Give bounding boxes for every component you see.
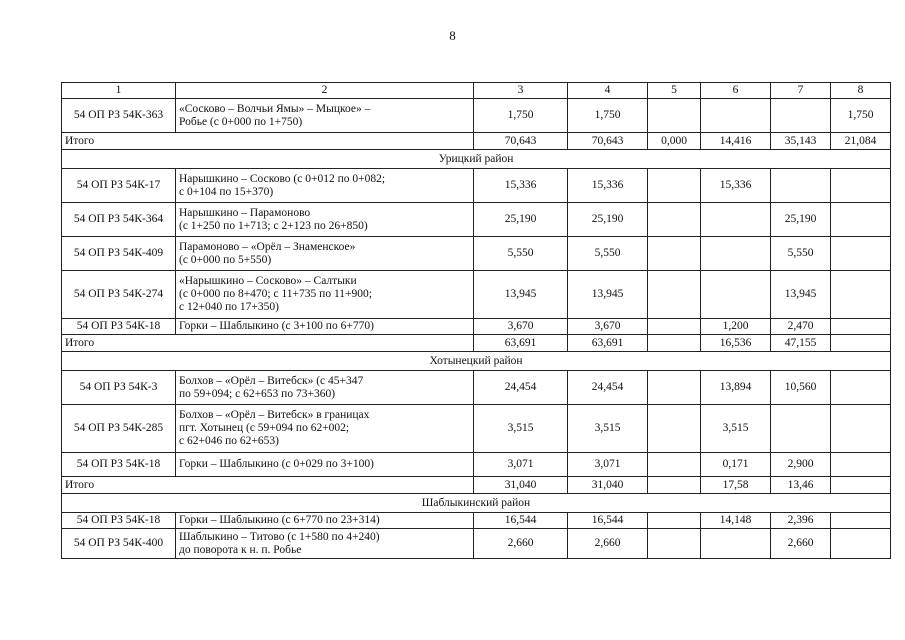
road-code-cell: 54 ОП РЗ 54К-285 [62,405,176,453]
road-name-cell: Горки – Шаблыкино (с 3+100 по 6+770) [176,319,474,335]
road-code-cell: 54 ОП РЗ 54К-274 [62,271,176,319]
value-cell-c6: 3,515 [701,405,771,453]
table-row [62,237,891,271]
road-code-cell: 54 ОП РЗ 54К-400 [62,529,176,559]
value-cell-c4: 24,454 [568,371,648,405]
road-code-cell: 54 ОП РЗ 54К-18 [62,453,176,477]
total-cell-c6: 16,536 [701,335,771,352]
total-label: Итого [62,477,474,494]
value-cell-c7: 13,945 [771,271,831,319]
value-cell-c3: 15,336 [474,169,568,203]
value-cell-c4: 5,550 [568,237,648,271]
section-row [62,150,891,169]
value-cell-c6: 14,148 [701,513,771,529]
value-cell-c3: 1,750 [474,99,568,133]
header-cell-7: 7 [771,83,831,99]
page-number: 8 [449,28,456,43]
value-cell-c6: 1,200 [701,319,771,335]
value-cell-c8 [831,237,891,271]
road-name-cell: Болхов – «Орёл – Витебск» (с 45+347 по 59+094; с 62+653 по 73+360) [176,371,474,405]
value-cell-c7: 25,190 [771,203,831,237]
road-name-cell: Нарышкино – Парамоново (с 1+250 по 1+713; с 2+123 по 26+850) [176,203,474,237]
value-cell-c7: 2,470 [771,319,831,335]
total-row [62,477,891,494]
value-cell-c6: 15,336 [701,169,771,203]
value-cell-c8 [831,271,891,319]
value-cell-c4: 3,515 [568,405,648,453]
table-row [62,271,891,319]
total-row [62,335,891,352]
total-cell-c4: 70,643 [568,133,648,150]
total-cell-c6: 14,416 [701,133,771,150]
value-cell-c6: 13,894 [701,371,771,405]
value-cell-c3: 3,670 [474,319,568,335]
value-cell-c4: 1,750 [568,99,648,133]
value-cell-c4: 15,336 [568,169,648,203]
value-cell-c4: 3,071 [568,453,648,477]
value-cell-c8 [831,371,891,405]
header-cell-2: 2 [176,83,474,99]
table-row [62,371,891,405]
value-cell-c3: 25,190 [474,203,568,237]
value-cell-c3: 2,660 [474,529,568,559]
table-row [62,513,891,529]
road-code-cell: 54 ОП РЗ 54К-18 [62,319,176,335]
road-name-cell: Нарышкино – Сосково (с 0+012 по 0+082; с 0+104 по 15+370) [176,169,474,203]
road-name-cell: «Нарышкино – Сосково» – Салтыки (с 0+000 по 8+470; с 11+735 по 11+900; с 12+040 по 17+350) [176,271,474,319]
total-cell-c3: 70,643 [474,133,568,150]
header-cell-8: 8 [831,83,891,99]
total-cell-c5 [648,335,701,352]
road-code-cell: 54 ОП РЗ 54К-364 [62,203,176,237]
table-row [62,99,891,133]
value-cell-c6: 0,171 [701,453,771,477]
road-name-cell: «Сосково – Волчьи Ямы» – Мыцкое» – Робье (с 0+000 по 1+750) [176,99,474,133]
value-cell-c7 [771,169,831,203]
value-cell-c5 [648,169,701,203]
value-cell-c5 [648,271,701,319]
table-body [62,83,891,559]
value-cell-c8 [831,319,891,335]
road-code-cell: 54 ОП РЗ 54К-3 [62,371,176,405]
table-row [62,319,891,335]
header-row [62,83,891,99]
total-label: Итого [62,335,474,352]
total-cell-c5: 0,000 [648,133,701,150]
value-cell-c4: 13,945 [568,271,648,319]
table-row [62,453,891,477]
value-cell-c5 [648,453,701,477]
total-cell-c4: 31,040 [568,477,648,494]
value-cell-c3: 3,071 [474,453,568,477]
value-cell-c8 [831,405,891,453]
value-cell-c5 [648,99,701,133]
section-row [62,494,891,513]
total-cell-c4: 63,691 [568,335,648,352]
section-row [62,352,891,371]
total-cell-c7: 47,155 [771,335,831,352]
table-row [62,529,891,559]
header-cell-6: 6 [701,83,771,99]
section-title: Хотынецкий район [62,352,891,371]
total-cell-c3: 63,691 [474,335,568,352]
total-row [62,133,891,150]
value-cell-c3: 16,544 [474,513,568,529]
value-cell-c8: 1,750 [831,99,891,133]
road-name-cell: Шаблыкино – Титово (с 1+580 по 4+240) до поворота к н. п. Робье [176,529,474,559]
road-code-cell: 54 ОП РЗ 54К-363 [62,99,176,133]
road-code-cell: 54 ОП РЗ 54К-18 [62,513,176,529]
value-cell-c4: 2,660 [568,529,648,559]
value-cell-c8 [831,453,891,477]
value-cell-c7: 5,550 [771,237,831,271]
road-name-cell: Парамоново – «Орёл – Знаменское» (с 0+000 по 5+550) [176,237,474,271]
value-cell-c8 [831,513,891,529]
value-cell-c3: 24,454 [474,371,568,405]
value-cell-c6 [701,271,771,319]
total-cell-c8 [831,477,891,494]
value-cell-c7 [771,99,831,133]
table-row [62,169,891,203]
total-cell-c7: 35,143 [771,133,831,150]
header-cell-3: 3 [474,83,568,99]
value-cell-c3: 3,515 [474,405,568,453]
total-cell-c8: 21,084 [831,133,891,150]
value-cell-c7 [771,405,831,453]
total-cell-c8 [831,335,891,352]
value-cell-c5 [648,319,701,335]
road-name-cell: Болхов – «Орёл – Витебск» в границах пгт. Хотынец (с 59+094 по 62+002; с 62+046 по 62+653) [176,405,474,453]
value-cell-c5 [648,529,701,559]
value-cell-c7: 10,560 [771,371,831,405]
value-cell-c6 [701,529,771,559]
value-cell-c6 [701,237,771,271]
value-cell-c7: 2,900 [771,453,831,477]
value-cell-c8 [831,529,891,559]
total-label: Итого [62,133,474,150]
value-cell-c5 [648,405,701,453]
total-cell-c5 [648,477,701,494]
table-row [62,405,891,453]
value-cell-c8 [831,203,891,237]
total-cell-c6: 17,58 [701,477,771,494]
value-cell-c4: 25,190 [568,203,648,237]
road-name-cell: Горки – Шаблыкино (с 6+770 по 23+314) [176,513,474,529]
table-row [62,203,891,237]
total-cell-c3: 31,040 [474,477,568,494]
header-cell-5: 5 [648,83,701,99]
value-cell-c6 [701,99,771,133]
value-cell-c5 [648,203,701,237]
value-cell-c3: 5,550 [474,237,568,271]
header-cell-1: 1 [62,83,176,99]
total-cell-c7: 13,46 [771,477,831,494]
value-cell-c4: 3,670 [568,319,648,335]
road-code-cell: 54 ОП РЗ 54К-409 [62,237,176,271]
section-title: Шаблыкинский район [62,494,891,513]
value-cell-c7: 2,396 [771,513,831,529]
value-cell-c8 [831,169,891,203]
value-cell-c5 [648,371,701,405]
value-cell-c3: 13,945 [474,271,568,319]
road-code-cell: 54 ОП РЗ 54К-17 [62,169,176,203]
value-cell-c5 [648,237,701,271]
value-cell-c5 [648,513,701,529]
value-cell-c7: 2,660 [771,529,831,559]
roads-table [61,82,891,559]
value-cell-c4: 16,544 [568,513,648,529]
value-cell-c6 [701,203,771,237]
section-title: Урицкий район [62,150,891,169]
header-cell-4: 4 [568,83,648,99]
road-name-cell: Горки – Шаблыкино (с 0+029 по 3+100) [176,453,474,477]
